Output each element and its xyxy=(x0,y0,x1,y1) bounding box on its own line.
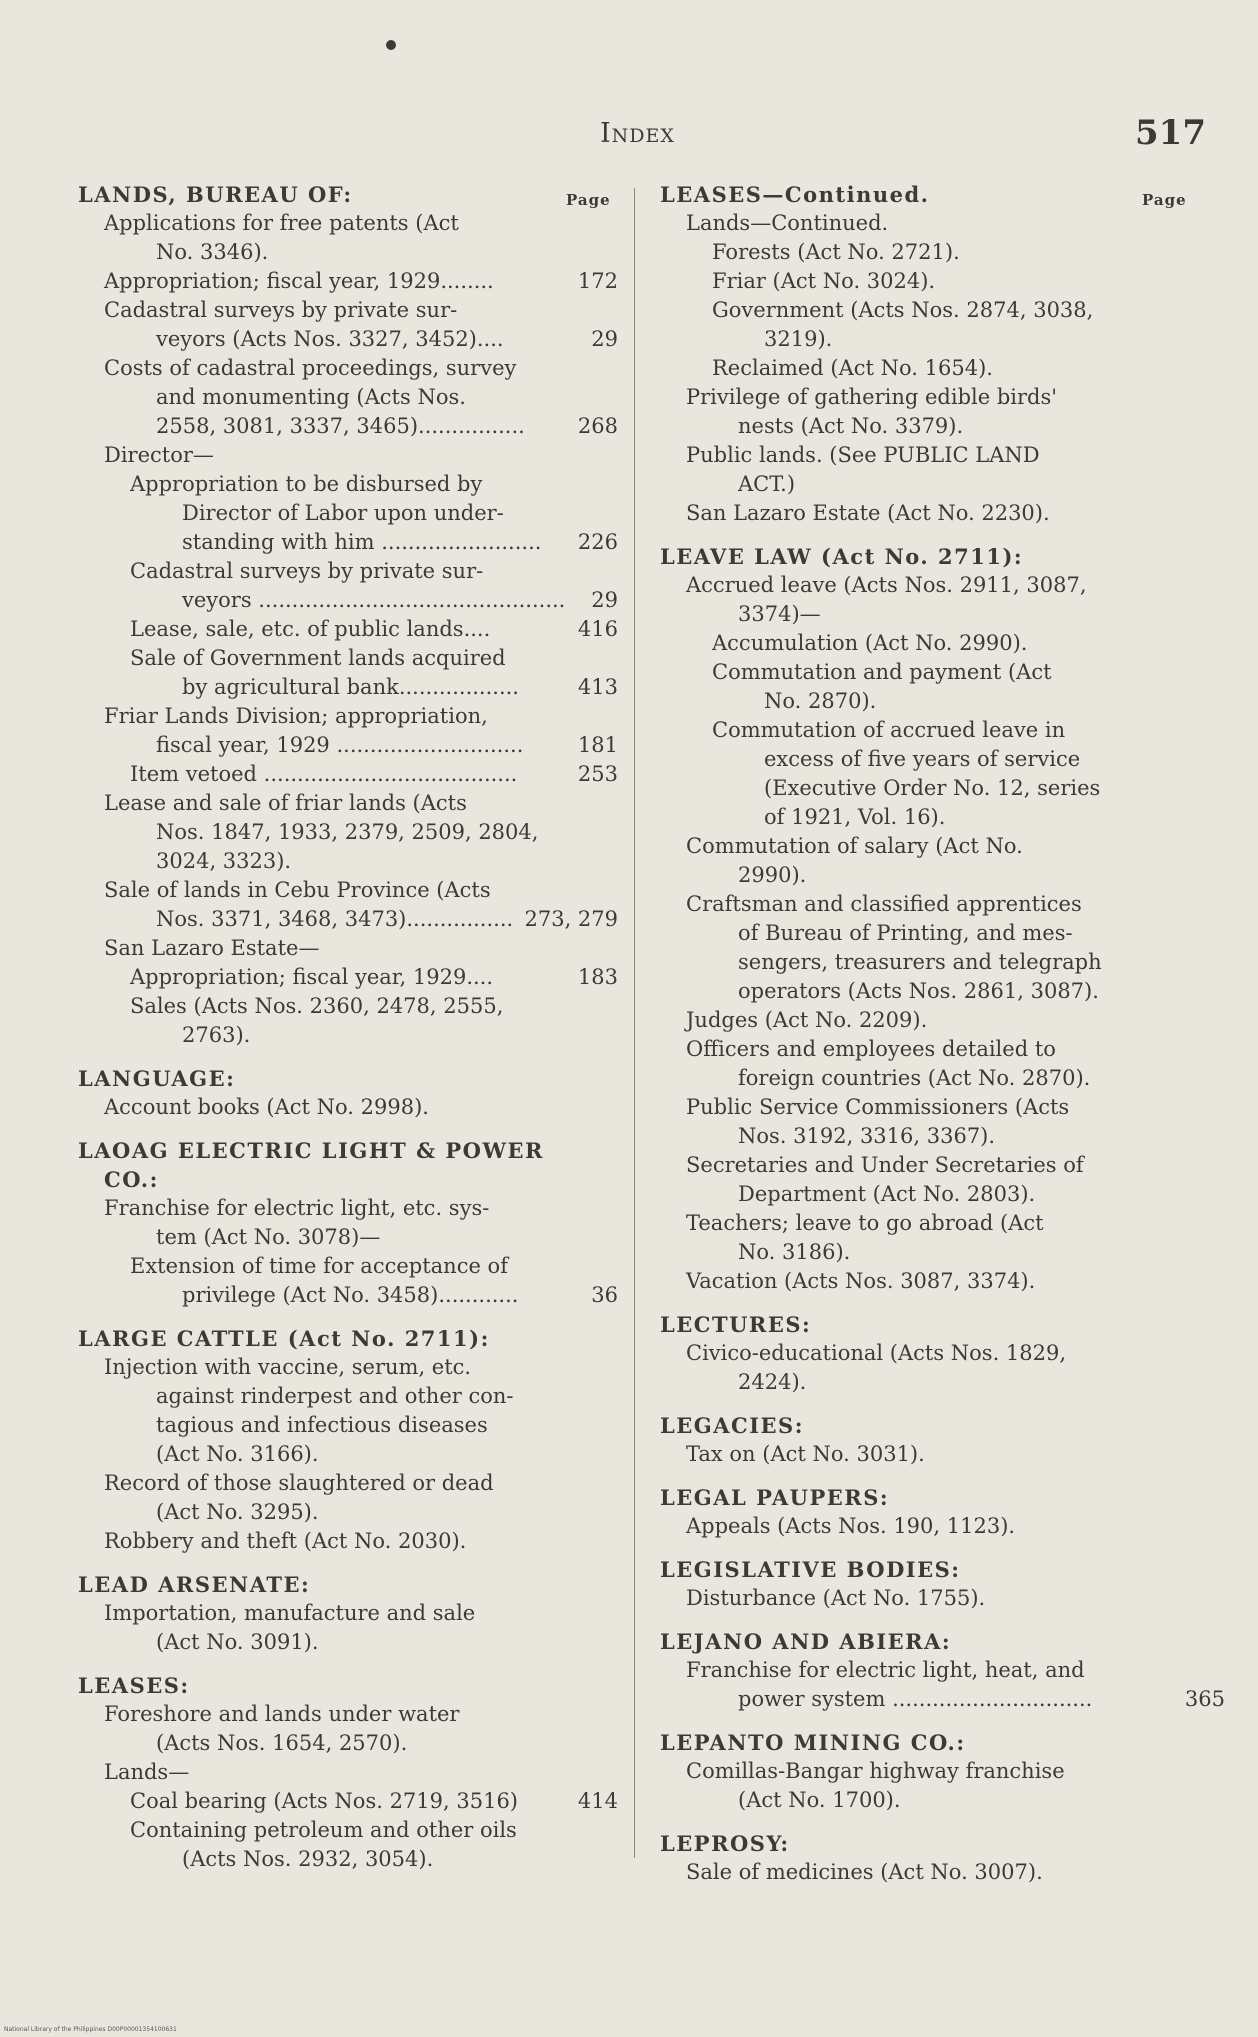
entry-text: LANGUAGE: xyxy=(78,1066,236,1091)
entry-text: standing with him ........................ xyxy=(182,530,542,554)
index-entry-line xyxy=(78,557,618,586)
page-reference: 268 xyxy=(577,414,618,438)
entry-text: 2424). xyxy=(738,1370,807,1394)
entry-text: operators (Acts Nos. 2861, 3087). xyxy=(738,979,1099,1003)
index-heading xyxy=(78,1064,618,1093)
entry-text: Forests (Act No. 2721). xyxy=(712,240,960,264)
entry-text: Privilege of gathering edible birds' xyxy=(686,385,1058,409)
index-entry-line xyxy=(660,1440,1190,1469)
entry-text: Lands— xyxy=(104,1760,190,1784)
entry-text: Commutation of salary (Act No. xyxy=(686,834,1023,858)
index-entry-line xyxy=(78,1469,618,1498)
index-entry-line xyxy=(660,267,1190,296)
entry-text: LEGAL PAUPERS: xyxy=(660,1485,890,1510)
page-reference: 414 xyxy=(577,1789,618,1813)
index-entry-line xyxy=(78,876,618,905)
entry-text: (Act No. 3295). xyxy=(156,1500,319,1524)
entry-text: Secretaries and Under Secretaries of xyxy=(686,1153,1084,1177)
entry-text: San Lazaro Estate— xyxy=(104,936,320,960)
page-reference: 253 xyxy=(577,762,618,786)
index-heading xyxy=(78,1136,618,1165)
entry-text: Officers and employees detailed to xyxy=(686,1037,1056,1061)
index-entry-line xyxy=(660,745,1190,774)
page-reference: 181 xyxy=(577,733,618,757)
index-entry-line xyxy=(78,1787,618,1816)
index-entry-line xyxy=(78,1816,618,1845)
entry-text: Accrued leave (Acts Nos. 2911, 3087, xyxy=(686,573,1087,597)
index-entry-line xyxy=(660,1006,1190,1035)
index-entry-line xyxy=(660,1512,1190,1541)
entry-text: tagious and infectious diseases xyxy=(156,1413,488,1437)
entry-text: Judges (Act No. 2209). xyxy=(686,1008,928,1032)
index-entry-line xyxy=(660,209,1190,238)
index-entry-line xyxy=(660,325,1190,354)
index-entry-line xyxy=(78,383,618,412)
entry-text: excess of five years of service xyxy=(764,747,1081,771)
entry-text: Sale of medicines (Act No. 3007). xyxy=(686,1860,1043,1884)
index-entry-line xyxy=(78,731,618,760)
index-entry-line xyxy=(660,383,1190,412)
index-entry-line xyxy=(660,1656,1190,1685)
entry-text: Commutation of accrued leave in xyxy=(712,718,1066,742)
entry-text: and monumenting (Acts Nos. xyxy=(156,385,466,409)
index-entry-line xyxy=(78,209,618,238)
index-entry-line xyxy=(78,905,618,934)
entry-text: LANDS, BUREAU OF: xyxy=(78,182,353,207)
entry-text: Vacation (Acts Nos. 3087, 3374). xyxy=(686,1269,1036,1293)
page-reference: 172 xyxy=(577,269,618,293)
index-heading xyxy=(660,1728,1190,1757)
index-entry-line xyxy=(78,1021,618,1050)
index-entry-line xyxy=(78,702,618,731)
index-entry-line xyxy=(660,600,1190,629)
index-entry-line xyxy=(78,296,618,325)
entry-text: LEASES—Continued. xyxy=(660,182,930,207)
entry-text: Craftsman and classified apprentices xyxy=(686,892,1082,916)
index-entry-line xyxy=(660,1584,1190,1613)
entry-text: of 1921, Vol. 16). xyxy=(764,805,946,829)
entry-text: (Act No. 3166). xyxy=(156,1442,319,1466)
index-entry-line xyxy=(660,296,1190,325)
entry-text: Robbery and theft (Act No. 2030). xyxy=(104,1529,467,1553)
entry-text: (Act No. 1700). xyxy=(738,1788,901,1812)
index-heading xyxy=(660,542,1190,571)
entry-text: 2558, 3081, 3337, 3465)................ xyxy=(156,414,525,438)
entry-text: Friar (Act No. 3024). xyxy=(712,269,936,293)
index-entry-line xyxy=(78,1845,618,1874)
entry-text: LEJANO AND ABIERA: xyxy=(660,1629,952,1654)
entry-text: Department (Act No. 2803). xyxy=(738,1182,1036,1206)
entry-text: LECTURES: xyxy=(660,1312,812,1337)
column-divider xyxy=(634,188,635,1858)
entry-text: Account books (Act No. 2998). xyxy=(104,1095,429,1119)
entry-text: LEASES: xyxy=(78,1673,190,1698)
entry-text: Sale of Government lands acquired xyxy=(130,646,506,670)
index-entry-line xyxy=(660,1238,1190,1267)
entry-text: 3024, 3323). xyxy=(156,849,292,873)
index-entry-line xyxy=(660,803,1190,832)
entry-text: LEPANTO MINING CO.: xyxy=(660,1730,966,1755)
index-entry-line xyxy=(660,571,1190,600)
entry-text: LAOAG ELECTRIC LIGHT & POWER xyxy=(78,1138,545,1163)
index-entry-line xyxy=(660,1685,1225,1714)
page-number: 517 xyxy=(1135,113,1206,153)
index-heading xyxy=(78,1324,618,1353)
index-entry-line xyxy=(660,412,1190,441)
entry-text: Foreshore and lands under water xyxy=(104,1702,460,1726)
index-heading xyxy=(660,1310,1190,1339)
index-heading xyxy=(78,1671,618,1700)
entry-text: (Act No. 3091). xyxy=(156,1630,319,1654)
entry-text: 2763). xyxy=(182,1023,251,1047)
index-entry-line xyxy=(660,499,1190,528)
entry-text: Lands—Continued. xyxy=(686,211,889,235)
index-heading xyxy=(78,1570,618,1599)
index-entry-line xyxy=(78,1093,618,1122)
index-entry-line xyxy=(660,1151,1190,1180)
entry-text: Franchise for electric light, etc. sys- xyxy=(104,1196,490,1220)
index-entry-line xyxy=(78,267,618,296)
index-entry-line xyxy=(78,470,618,499)
entry-text: (Acts Nos. 2932, 3054). xyxy=(182,1847,434,1871)
index-entry-line xyxy=(660,1757,1190,1786)
index-heading xyxy=(78,1165,618,1194)
index-entry-line xyxy=(660,687,1190,716)
entry-text: Appropriation; fiscal year, 1929........ xyxy=(104,269,494,293)
page-reference: 29 xyxy=(591,588,618,612)
index-entry-line xyxy=(660,470,1190,499)
entry-text: Cadastral surveys by private sur- xyxy=(104,298,458,322)
entry-text: LEPROSY: xyxy=(660,1831,790,1856)
entry-text: Tax on (Act No. 3031). xyxy=(686,1442,925,1466)
entry-text: CO.: xyxy=(104,1167,159,1192)
entry-text: LEAVE LAW (Act No. 2711): xyxy=(660,544,1024,569)
index-entry-line xyxy=(78,1729,618,1758)
entry-text: Appropriation; fiscal year, 1929.... xyxy=(130,965,494,989)
entry-text: Item vetoed ...................................... xyxy=(130,762,518,786)
index-entry-line xyxy=(78,499,618,528)
index-heading xyxy=(660,180,1190,209)
entry-text: 2990). xyxy=(738,863,807,887)
page-reference: 413 xyxy=(577,675,618,699)
entry-text: LEGACIES: xyxy=(660,1413,804,1438)
index-entry-line xyxy=(660,1180,1190,1209)
entry-text: Coal bearing (Acts Nos. 2719, 3516) xyxy=(130,1789,518,1813)
entry-text: Appropriation to be disbursed by xyxy=(130,472,483,496)
page-reference: 365 xyxy=(1184,1687,1225,1711)
entry-text: sengers, treasurers and telegraph xyxy=(738,950,1102,974)
index-heading xyxy=(660,1555,1190,1584)
index-entry-line xyxy=(660,1368,1190,1397)
entry-text: nests (Act No. 3379). xyxy=(738,414,964,438)
entry-text: against rinderpest and other con- xyxy=(156,1384,514,1408)
index-entry-line xyxy=(78,934,618,963)
entry-text: LEGISLATIVE BODIES: xyxy=(660,1557,961,1582)
index-entry-line xyxy=(660,1064,1190,1093)
entry-text: LEAD ARSENATE: xyxy=(78,1572,311,1597)
entry-text: Nos. 3371, 3468, 3473)................ xyxy=(156,907,514,931)
index-entry-line xyxy=(660,1339,1190,1368)
index-entry-line xyxy=(660,774,1190,803)
entry-text: 3374)— xyxy=(738,602,821,626)
index-entry-line xyxy=(78,789,618,818)
index-entry-line xyxy=(78,963,618,992)
entry-text: Extension of time for acceptance of xyxy=(130,1254,508,1278)
index-entry-line xyxy=(660,716,1190,745)
entry-text: (Acts Nos. 1654, 2570). xyxy=(156,1731,408,1755)
index-entry-line xyxy=(78,818,618,847)
index-entry-line xyxy=(78,586,618,615)
running-title: Index xyxy=(600,118,675,149)
index-entry-line xyxy=(78,1498,618,1527)
entry-text: tem (Act No. 3078)— xyxy=(156,1225,381,1249)
entry-text: Applications for free patents (Act xyxy=(104,211,459,235)
index-entry-line xyxy=(78,238,618,267)
index-entry-line xyxy=(78,1758,618,1787)
entry-text: Sales (Acts Nos. 2360, 2478, 2555, xyxy=(130,994,504,1018)
index-entry-line xyxy=(660,354,1190,383)
index-entry-line xyxy=(660,1209,1190,1238)
index-entry-line xyxy=(78,760,618,789)
page-reference: 29 xyxy=(591,327,618,351)
index-entry-line xyxy=(660,238,1190,267)
index-entry-line xyxy=(660,948,1190,977)
entry-text: Appeals (Acts Nos. 190, 1123). xyxy=(686,1514,1016,1538)
index-entry-line xyxy=(78,1223,618,1252)
index-entry-line xyxy=(78,325,618,354)
index-entry-line xyxy=(78,1353,618,1382)
index-heading xyxy=(78,180,618,209)
entry-text: No. 3346). xyxy=(156,240,269,264)
index-entry-line xyxy=(78,992,618,1021)
page-column-label: Page xyxy=(566,191,611,209)
entry-text: Friar Lands Division; appropriation, xyxy=(104,704,488,728)
entry-text: Injection with vaccine, serum, etc. xyxy=(104,1355,472,1379)
entry-text: Public lands. (See PUBLIC LAND xyxy=(686,443,1040,467)
index-entry-line xyxy=(78,354,618,383)
index-entry-line xyxy=(78,1252,618,1281)
index-heading xyxy=(660,1483,1190,1512)
right-column xyxy=(660,180,1225,1887)
index-entry-line xyxy=(78,615,618,644)
index-entry-line xyxy=(660,1122,1190,1151)
entry-text: (Executive Order No. 12, series xyxy=(764,776,1101,800)
index-entry-line xyxy=(78,1382,618,1411)
entry-text: ACT.) xyxy=(738,472,796,496)
footer-credit: National Library of the Philippines D00P00001354100631 xyxy=(4,2026,177,2033)
index-entry-line xyxy=(660,1267,1190,1296)
index-heading xyxy=(660,1627,1190,1656)
entry-text: Public Service Commissioners (Acts xyxy=(686,1095,1070,1119)
index-entry-line xyxy=(78,528,618,557)
index-entry-line xyxy=(78,412,618,441)
entry-text: by agricultural bank.................. xyxy=(182,675,519,699)
index-entry-line xyxy=(78,847,618,876)
entry-text: Director— xyxy=(104,443,214,467)
index-entry-line xyxy=(660,977,1190,1006)
page-reference: 36 xyxy=(591,1283,618,1307)
index-entry-line xyxy=(660,1035,1190,1064)
page-reference: 273, 279 xyxy=(524,907,618,931)
entry-text: Costs of cadastral proceedings, survey xyxy=(104,356,517,380)
index-entry-line xyxy=(78,1599,618,1628)
entry-text: Disturbance (Act No. 1755). xyxy=(686,1586,986,1610)
entry-text: Cadastral surveys by private sur- xyxy=(130,559,484,583)
index-entry-line xyxy=(660,919,1190,948)
index-entry-line xyxy=(78,1411,618,1440)
index-entry-line xyxy=(78,1628,618,1657)
entry-text: fiscal year, 1929 ............................ xyxy=(156,733,524,757)
entry-text: veyors (Acts Nos. 3327, 3452).... xyxy=(156,327,504,351)
entry-text: 3219). xyxy=(764,327,833,351)
entry-text: No. 3186). xyxy=(738,1240,851,1264)
entry-text: Lease and sale of friar lands (Acts xyxy=(104,791,467,815)
entry-text: veyors .............................................. xyxy=(182,588,566,612)
entry-text: foreign countries (Act No. 2870). xyxy=(738,1066,1091,1090)
index-entry-line xyxy=(660,658,1190,687)
index-entry-line xyxy=(78,673,618,702)
entry-text: Nos. 1847, 1933, 2379, 2509, 2804, xyxy=(156,820,539,844)
page-reference: 183 xyxy=(577,965,618,989)
entry-text: Director of Labor upon under- xyxy=(182,501,504,525)
entry-text: privilege (Act No. 3458)............ xyxy=(182,1283,519,1307)
index-entry-line xyxy=(660,441,1190,470)
index-entry-line xyxy=(660,1786,1190,1815)
index-entry-line xyxy=(660,1858,1190,1887)
entry-text: Accumulation (Act No. 2990). xyxy=(712,631,1028,655)
index-entry-line xyxy=(660,861,1190,890)
entry-text: Nos. 3192, 3316, 3367). xyxy=(738,1124,996,1148)
index-entry-line xyxy=(660,890,1190,919)
ink-dot-mark xyxy=(386,40,396,50)
index-entry-line xyxy=(660,629,1190,658)
entry-text: Commutation and payment (Act xyxy=(712,660,1052,684)
index-heading xyxy=(660,1829,1190,1858)
entry-text: Containing petroleum and other oils xyxy=(130,1818,517,1842)
entry-text: Reclaimed (Act No. 1654). xyxy=(712,356,993,380)
entry-text: Teachers; leave to go abroad (Act xyxy=(686,1211,1044,1235)
index-entry-line xyxy=(660,1093,1190,1122)
entry-text: Record of those slaughtered or dead xyxy=(104,1471,494,1495)
entry-text: Franchise for electric light, heat, and xyxy=(686,1658,1085,1682)
entry-text: of Bureau of Printing, and mes- xyxy=(738,921,1073,945)
left-column xyxy=(78,180,618,1874)
entry-text: Sale of lands in Cebu Province (Acts xyxy=(104,878,491,902)
page-reference: 416 xyxy=(577,617,618,641)
entry-text: No. 2870). xyxy=(764,689,877,713)
index-heading xyxy=(660,1411,1190,1440)
index-entry-line xyxy=(78,644,618,673)
index-entry-line xyxy=(78,1194,618,1223)
entry-text: Importation, manufacture and sale xyxy=(104,1601,476,1625)
entry-text: power system .............................. xyxy=(738,1687,1093,1711)
entry-text: Government (Acts Nos. 2874, 3038, xyxy=(712,298,1094,322)
page-reference: 226 xyxy=(577,530,618,554)
entry-text: Civico-educational (Acts Nos. 1829, xyxy=(686,1341,1067,1365)
index-entry-line xyxy=(78,1527,618,1556)
index-entry-line xyxy=(78,1281,618,1310)
page-column-label: Page xyxy=(1142,191,1187,209)
index-entry-line xyxy=(78,1440,618,1469)
entry-text: LARGE CATTLE (Act No. 2711): xyxy=(78,1326,490,1351)
index-entry-line xyxy=(78,441,618,470)
entry-text: San Lazaro Estate (Act No. 2230). xyxy=(686,501,1050,525)
index-entry-line xyxy=(660,832,1190,861)
index-entry-line xyxy=(78,1700,618,1729)
entry-text: Lease, sale, etc. of public lands.... xyxy=(130,617,491,641)
entry-text: Comillas-Bangar highway franchise xyxy=(686,1759,1065,1783)
